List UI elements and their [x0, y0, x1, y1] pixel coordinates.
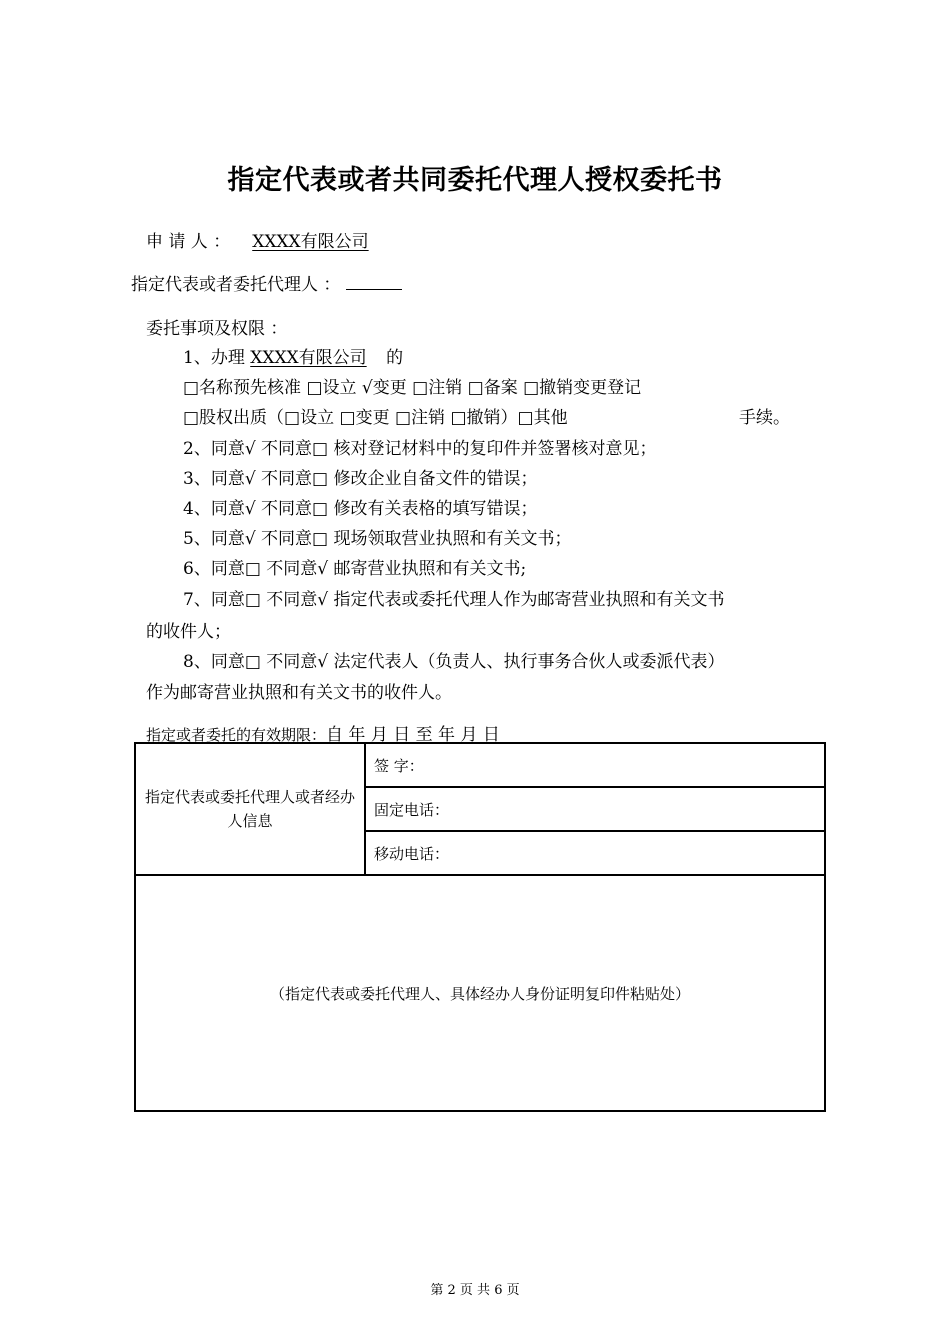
agent-label: 指定代表或者委托代理人 ： [131, 275, 341, 295]
item-1 [183, 343, 403, 368]
item-2: 2、同意√ 不同意□ 核对登记材料中的复印件并签署核对意见； [183, 439, 657, 459]
document-title: 指定代表或者共同委托代理人授权委托书 [227, 165, 723, 196]
applicant-value: XXXX有限公司 [252, 232, 369, 252]
mobile-field[interactable]: 移动电话： [365, 831, 825, 875]
item-7-continued: 的收件人； [146, 622, 231, 642]
item-7: 7、同意□ 不同意√ 指定代表或委托代理人作为邮寄营业执照和有关文书 [183, 590, 725, 610]
item-4: 4、同意√ 不同意□ 修改有关表格的填写错误； [183, 499, 538, 519]
applicant-label: 申 请 人 ： [146, 232, 231, 252]
agent-info-table [134, 742, 826, 1112]
item-1-options: □名称预先核准 □设立 √变更 □注销 □备案 □撤销变更登记 [183, 378, 642, 398]
item-8: 8、同意□ 不同意√ 法定代表人（负责人、执行事务合伙人或委派代表） [183, 652, 725, 672]
agent-info-label: 指定代表或委托代理人或者经办人信息 [135, 743, 365, 875]
item-8-continued: 作为邮寄营业执照和有关文书的收件人。 [146, 683, 452, 703]
landline-field[interactable]: 固定电话： [365, 787, 825, 831]
item-6: 6、同意□ 不同意√ 邮寄营业执照和有关文书; [183, 559, 527, 579]
item-1-prefix: 1、办理 [183, 348, 245, 368]
applicant-row [146, 227, 369, 252]
page-footer: 第 2 页 共 6 页 [430, 1283, 520, 1298]
item-5: 5、同意√ 不同意□ 现场领取营业执照和有关文书； [183, 529, 572, 549]
item-1-suffix: 的 [386, 348, 404, 368]
agent-blank [346, 273, 402, 290]
id-copy-paste-area: （指定代表或委托代理人、具体经办人身份证明复印件粘贴处） [135, 875, 825, 1111]
validity-label: 指定或者委托的有效期限： [146, 726, 327, 744]
validity-dates: 自 年 月 日 至 年 月 日 [326, 725, 500, 745]
agent-row [131, 270, 402, 295]
item-3: 3、同意√ 不同意□ 修改企业自备文件的错误； [183, 469, 538, 489]
item-1-options-2: □股权出质（□设立 □变更 □注销 □撤销）□其他 [183, 408, 568, 428]
item-1-end: 手续。 [739, 408, 790, 428]
scope-label: 委托事项及权限 ： [146, 319, 288, 339]
item-1-company: XXXX有限公司 [250, 348, 367, 368]
signature-field[interactable]: 签 字： [365, 743, 825, 787]
